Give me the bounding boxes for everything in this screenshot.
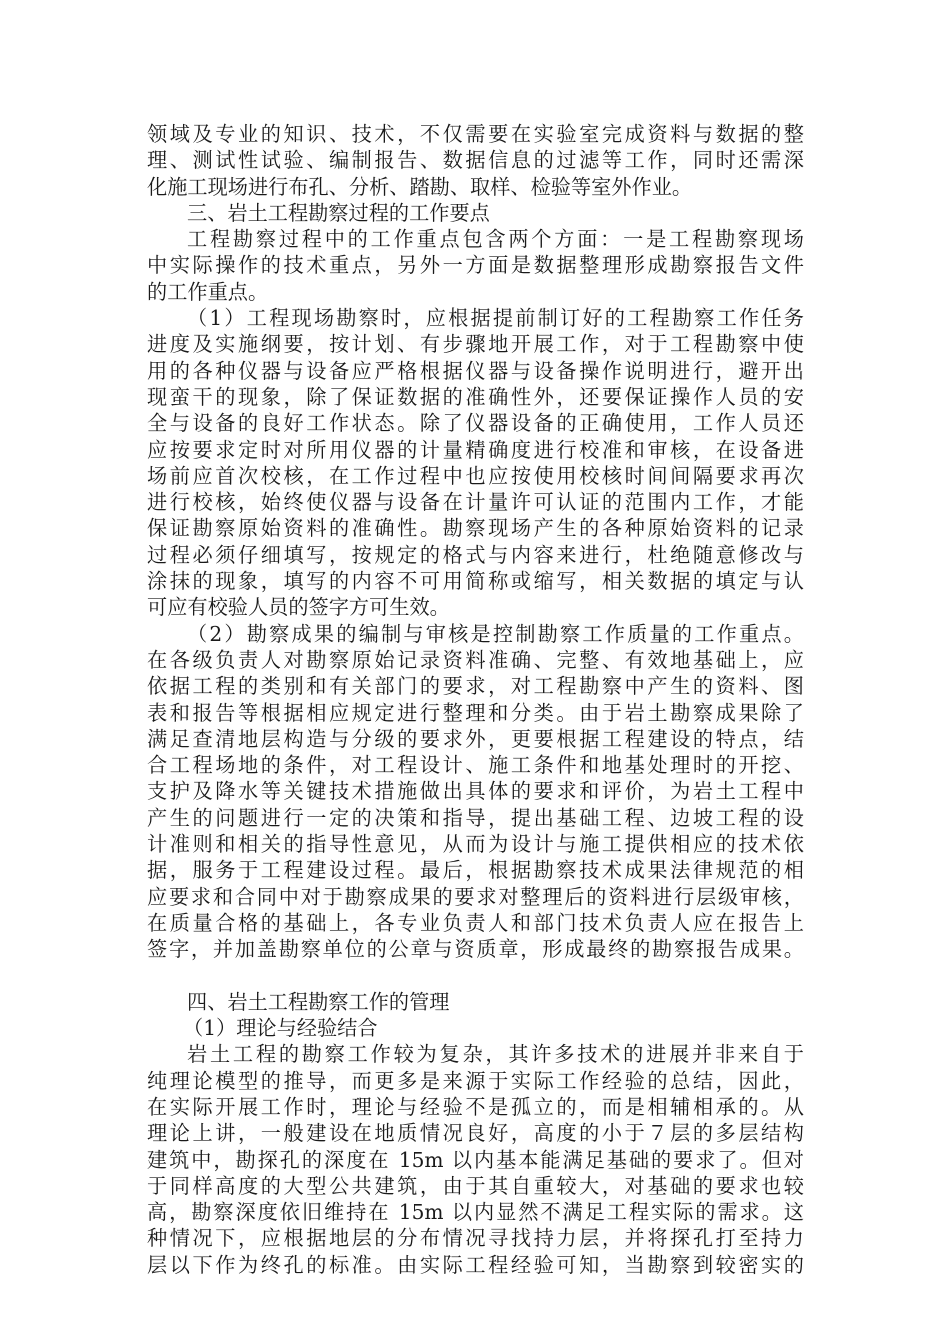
text-line: （1）工程现场勘察时，应根据提前制订好的工程勘察工作任务 bbox=[187, 306, 804, 331]
section-heading: 三、岩土工程勘察过程的工作要点 bbox=[187, 200, 490, 225]
text-line: 工程勘察过程中的工作重点包含两个方面：一是工程勘察现场 bbox=[187, 227, 804, 252]
text-line: 过程必须仔细填写，按规定的格式与内容来进行，杜绝随意修改与 bbox=[147, 542, 804, 567]
text-line: 依据工程的类别和有关部门的要求，对工程勘察中产生的资料、图 bbox=[147, 674, 804, 699]
text-line: 进行校核，始终使仪器与设备在计量许可认证的范围内工作，才能 bbox=[147, 490, 804, 515]
text-line: 高，勘察深度依旧维持在 15m 以内显然不满足工程实际的需求。这 bbox=[147, 1200, 804, 1225]
text-line: 种情况下，应根据地层的分布情况寻找持力层，并将探孔打至持力 bbox=[147, 1226, 804, 1251]
text-line: 合工程场地的条件，对工程设计、施工条件和地基处理时的开挖、 bbox=[147, 753, 804, 778]
text-line: 在实际开展工作时，理论与经验不是孤立的，而是相辅相承的。从 bbox=[147, 1094, 804, 1119]
text-line: 保证勘察原始资料的准确性。勘察现场产生的各种原始资料的记录 bbox=[147, 516, 804, 541]
text-line: 在质量合格的基础上，各专业负责人和部门技术负责人应在报告上 bbox=[147, 910, 804, 935]
text-line: 化施工现场进行布孔、分析、踏勘、取样、检验等室外作业。 bbox=[147, 174, 693, 199]
text-line: 支护及降水等关键技术措施做出具体的要求和评价，为岩土工程中 bbox=[147, 779, 804, 804]
text-line: （2）勘察成果的编制与审核是控制勘察工作质量的工作重点。 bbox=[187, 621, 804, 646]
text-line: 在各级负责人对勘察原始记录资料准确、完整、有效地基础上，应 bbox=[147, 647, 804, 672]
text-line: 建筑中，勘探孔的深度在 15m 以内基本能满足基础的要求了。但对 bbox=[147, 1147, 804, 1172]
text-line: 签字，并加盖勘察单位的公章与资质章，形成最终的勘察报告成果。 bbox=[147, 937, 804, 962]
text-line: 现蛮干的现象，除了保证数据的准确性外，还要保证操作人员的安 bbox=[147, 384, 804, 409]
text-line: 表和报告等根据相应规定进行整理和分类。由于岩土勘察成果除了 bbox=[147, 700, 804, 725]
text-line: 中实际操作的技术重点，另外一方面是数据整理形成勘察报告文件 bbox=[147, 253, 804, 278]
text-line: 领域及专业的知识、技术，不仅需要在实验室完成资料与数据的整 bbox=[147, 122, 804, 146]
text-line: 用的各种仪器与设备应严格根据仪器与设备操作说明进行，避开出 bbox=[147, 358, 804, 383]
text-line: 计准则和相关的指导性意见，从而为设计与施工提供相应的技术依 bbox=[147, 832, 804, 857]
text-line: 应要求和合同中对于勘察成果的要求对整理后的资料进行层级审核， bbox=[147, 884, 804, 909]
text-line: 岩土工程的勘察工作较为复杂，其许多技术的进展并非来自于 bbox=[187, 1042, 804, 1067]
subsection-heading: （1）理论与经验结合 bbox=[183, 1016, 378, 1041]
text-line: 的工作重点。 bbox=[147, 279, 269, 304]
text-line: 于同样高度的大型公共建筑，由于其自重较大，对基础的要求也较 bbox=[147, 1173, 804, 1198]
text-line: 理、测试性试验、编制报告、数据信息的过滤等工作，同时还需深 bbox=[147, 148, 804, 173]
text-line: 理论上讲，一般建设在地质情况良好，高度的小于７层的多层结构 bbox=[147, 1121, 804, 1146]
document-body bbox=[147, 121, 804, 1278]
text-line: 据，服务于工程建设过程。最后，根据勘察技术成果法律规范的相 bbox=[147, 858, 804, 883]
blank-line bbox=[147, 963, 804, 989]
text-line: 满足查清地层构造与分级的要求外，更要根据工程建设的特点，结 bbox=[147, 726, 804, 751]
text-line: 应按要求定时对所用仪器的计量精确度进行校准和审核，在设备进 bbox=[147, 437, 804, 462]
text-line: 进度及实施纲要，按计划、有步骤地开展工作，对于工程勘察中使 bbox=[147, 332, 804, 357]
text-line: 场前应首次校核，在工作过程中也应按使用校核时间间隔要求再次 bbox=[147, 463, 804, 488]
section-heading: 四、岩土工程勘察工作的管理 bbox=[187, 989, 450, 1014]
text-line: 纯理论模型的推导，而更多是来源于实际工作经验的总结，因此， bbox=[147, 1068, 804, 1093]
text-line: 可应有校验人员的签字方可生效。 bbox=[147, 595, 450, 620]
text-line: 涂抹的现象，填写的内容不可用简称或缩写，相关数据的填定与认 bbox=[147, 569, 804, 594]
text-line: 产生的问题进行一定的决策和指导，提出基础工程、边坡工程的设 bbox=[147, 805, 804, 830]
text-line: 全与设备的良好工作状态。除了仪器设备的正确使用，工作人员还 bbox=[147, 411, 804, 436]
text-line: 层以下作为终孔的标准。由实际工程经验可知，当勘察到较密实的 bbox=[147, 1252, 804, 1277]
